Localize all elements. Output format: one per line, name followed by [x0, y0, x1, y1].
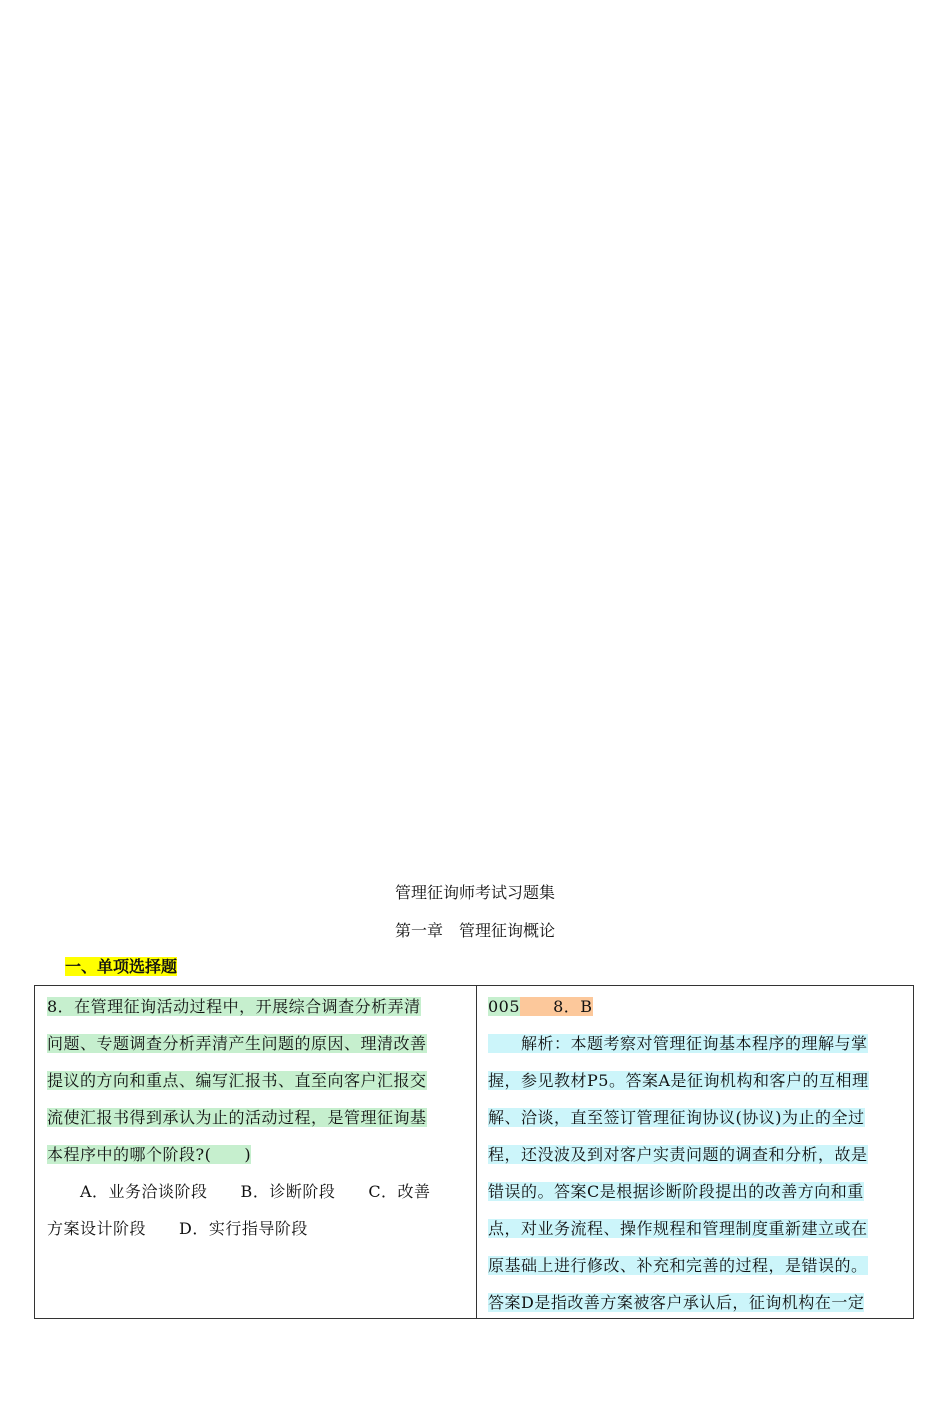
- explanation-line: 原基础上进行修改、补充和完善的过程，是错误的。: [488, 1256, 868, 1275]
- section-heading: [65, 956, 177, 978]
- explanation-line: 错误的。答案C是根据诊断阶段提出的改善方向和重: [488, 1182, 864, 1201]
- section-heading-label: 一、单项选择题: [65, 957, 178, 976]
- explanation-line: 解析：本题考察对管理征询基本程序的理解与掌: [488, 1034, 868, 1053]
- question-line: 问题、专题调查分析弄清产生问题的原因、理清改善: [47, 1034, 427, 1053]
- answer-number: 8．B: [553, 997, 593, 1016]
- column-divider: [476, 986, 477, 1318]
- document-title: 管理征询师考试习题集: [394, 883, 555, 902]
- question-line: 提议的方向和重点、编写汇报书、直至向客户汇报交: [47, 1071, 427, 1090]
- explanation-line: 点，对业务流程、操作规程和管理制度重新建立或在: [488, 1219, 868, 1238]
- options-line: A．业务洽谈阶段 B．诊断阶段 C．改善: [47, 1182, 431, 1201]
- question-line: 8．在管理征询活动过程中，开展综合调查分析弄清: [47, 997, 421, 1016]
- answer-cell: [488, 988, 904, 1321]
- question-line: 本程序中的哪个阶段?( ): [47, 1145, 252, 1164]
- explanation-line: 答案D是指改善方案被客户承认后，征询机构在一定: [488, 1293, 865, 1312]
- options-line: 方案设计阶段 D．实行指导阶段: [47, 1219, 308, 1238]
- explanation-line: 程，还没波及到对客户实责问题的调查和分析，故是: [488, 1145, 868, 1164]
- explanation-line: 解、洽谈，直至签订管理征询协议(协议)为止的全过: [488, 1108, 865, 1127]
- question-answer-table: [34, 985, 914, 1319]
- answer-header-line: [488, 988, 904, 1025]
- answer-code: 005: [488, 997, 521, 1016]
- answer-number-gap: [520, 997, 553, 1016]
- explanation-line: 握，参见教材P5。答案A是征询机构和客户的互相理: [488, 1071, 869, 1090]
- chapter-title: 第一章 管理征询概论: [394, 921, 555, 940]
- question-line: 流使汇报书得到承认为止的活动过程，是管理征询基: [47, 1108, 427, 1127]
- question-cell: [47, 988, 462, 1247]
